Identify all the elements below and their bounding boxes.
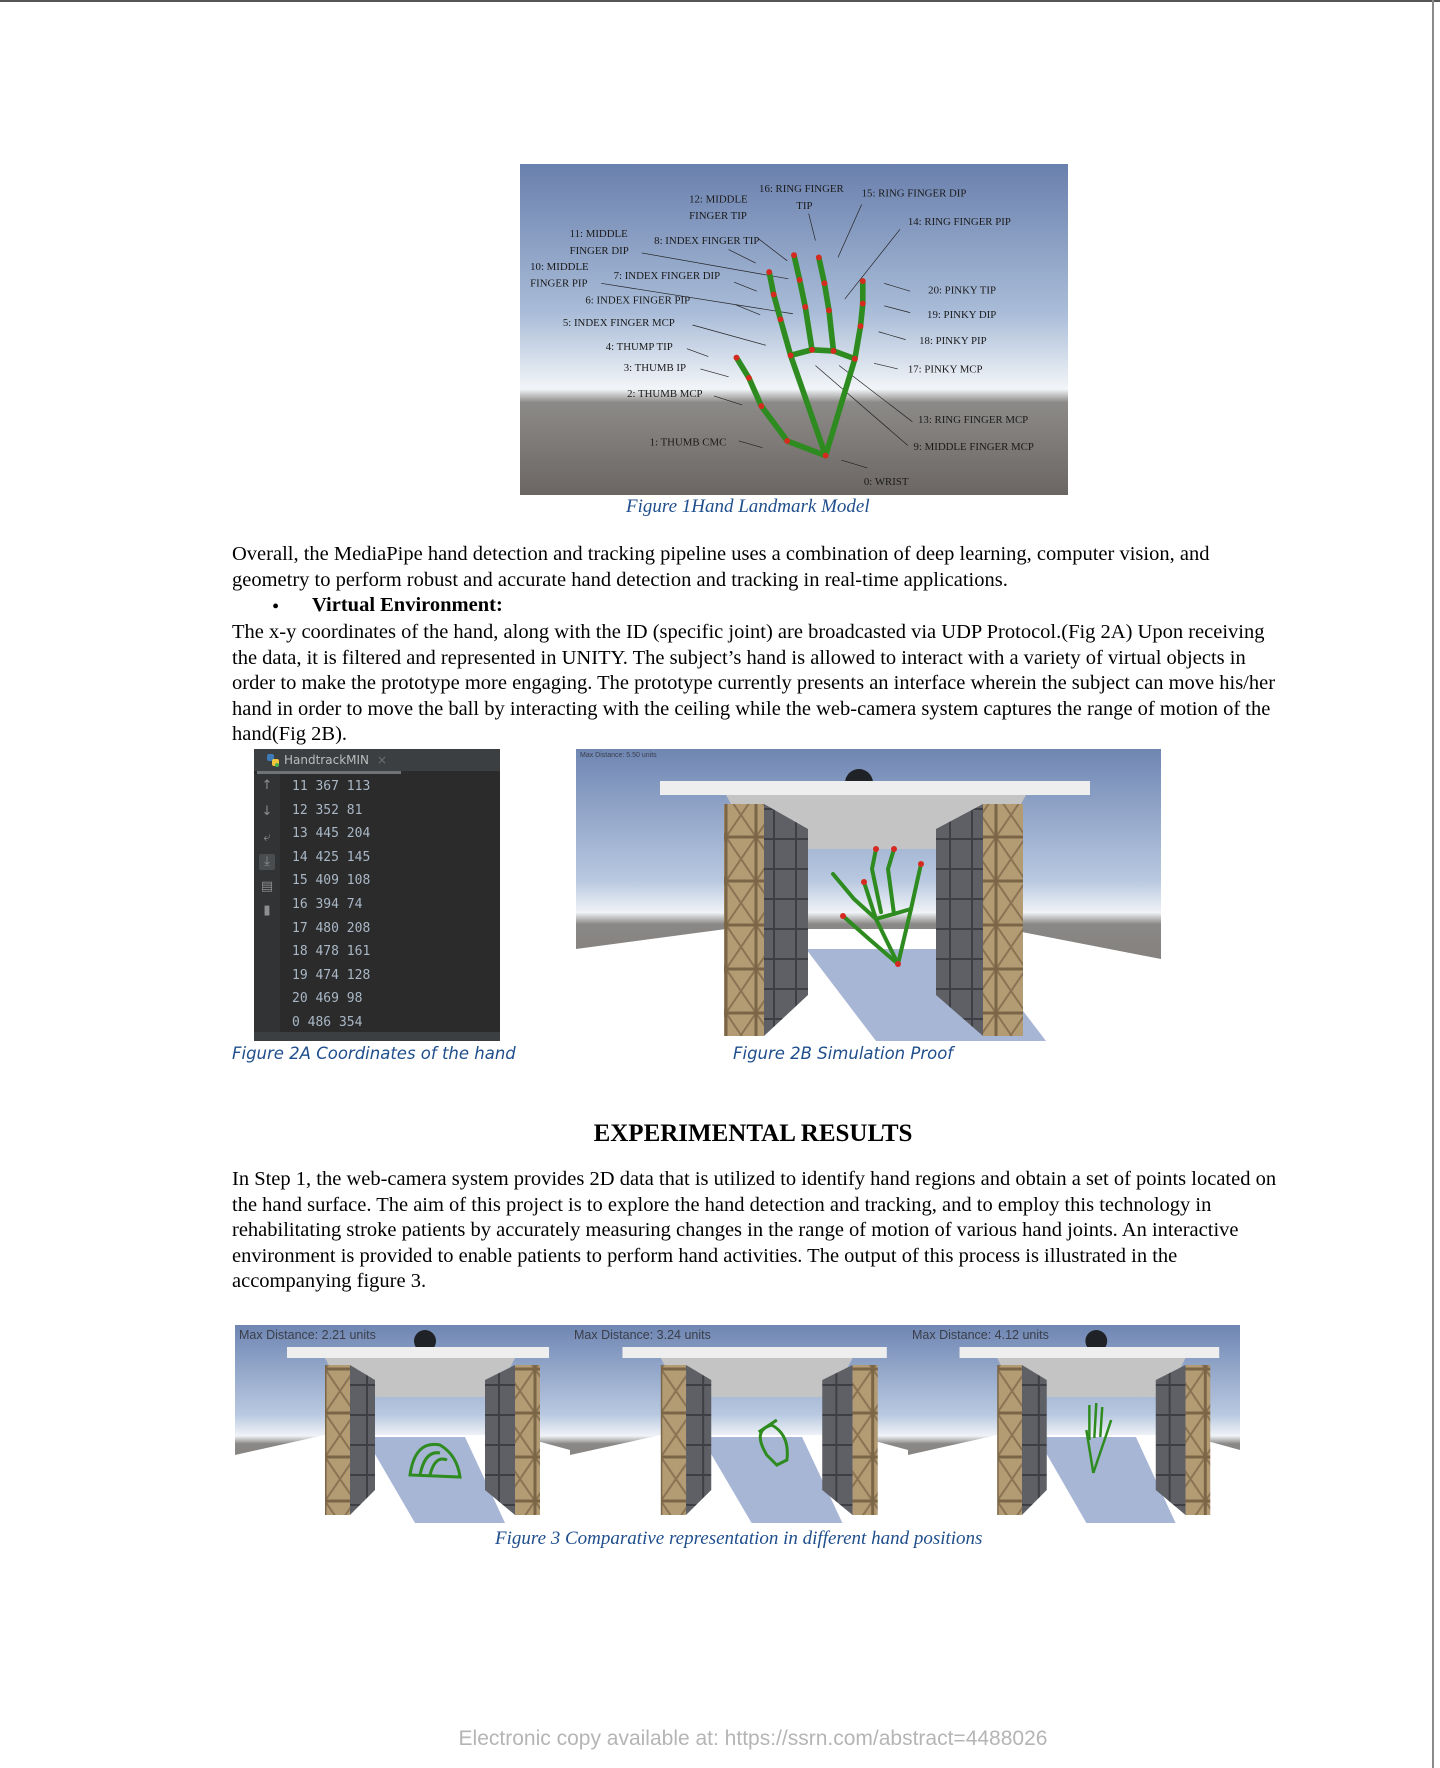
label-8: 8: INDEX FINGER TIP	[654, 234, 760, 247]
console-line: 12 352 81	[292, 802, 363, 818]
max-distance-readout: Max Distance: 2.21 units	[239, 1328, 376, 1342]
close-icon: ×	[377, 753, 388, 767]
label-14: 14: RING FINGER PIP	[907, 215, 1011, 228]
bullet-point: •	[272, 596, 280, 618]
label-7: 7: INDEX FINGER DIP	[613, 269, 721, 282]
label-12a: 12: MIDDLE	[689, 193, 748, 206]
figure-2a-console-screenshot	[254, 749, 500, 1041]
scroll-to-end-icon: ⤓	[259, 854, 275, 870]
console-line: 0 486 354	[292, 1014, 363, 1030]
figure-2a-caption: Figure 2A Coordinates of the hand	[232, 1044, 516, 1063]
paragraph-text: Overall, the MediaPipe hand detection and tracking pipeline uses a combination of deep learning, computer vision, and geometry to perform robust and accurate hand detection and tracking in real-time applications.	[232, 543, 1210, 591]
figure-2b-simulation-image	[576, 749, 1161, 1041]
figure-3-panel-3	[908, 1325, 1240, 1523]
label-13: 13: RING FINGER MCP	[918, 413, 1029, 426]
figure-3-caption: Figure 3 Comparative representation in different hand positions	[495, 1528, 983, 1549]
label-18: 18: PINKY PIP	[919, 335, 987, 348]
paragraph-mediapipe-overview	[232, 542, 1282, 593]
label-9: 9: MIDDLE FINGER MCP	[913, 440, 1034, 453]
label-20: 20: PINKY TIP	[928, 284, 997, 297]
label-10a: 10: MIDDLE	[530, 260, 589, 273]
paragraph-experimental-results	[232, 1167, 1282, 1295]
max-distance-readout: Max Distance: 3.24 units	[574, 1328, 711, 1342]
trash-icon: ▮	[263, 903, 271, 918]
paragraph-text: The x-y coordinates of the hand, along with the ID (specific joint) are broadcasted via UDP Protocol.(Fig 2A) Upon receiving the data, it is filtered and represented in UNITY. The subject’s hand is allowed to interact with a variety of virtual objects in order to make the prototype more engaging. The prototype currently presents an interface wherein the subject can move his/her hand in order to move the ball by interacting with the ceiling while the web-camera system captures the range of motion of the hand(Fig 2B).	[232, 621, 1276, 746]
console-line: 17 480 208	[292, 920, 371, 936]
console-output	[292, 775, 370, 1035]
label-17: 17: PINKY MCP	[907, 363, 983, 376]
label-16a: 16: RING FINGER	[759, 183, 844, 196]
label-11b: FINGER DIP	[569, 245, 629, 258]
section-heading: EXPERIMENTAL RESULTS	[593, 1120, 913, 1147]
console-toolbar	[254, 774, 280, 1041]
figure-1-hand-landmark-image	[520, 164, 1068, 495]
label-19: 19: PINKY DIP	[927, 309, 997, 322]
label-11a: 11: MIDDLE	[569, 228, 628, 241]
print-icon: ▤	[260, 879, 274, 894]
label-15: 15: RING FINGER DIP	[861, 187, 967, 200]
paragraph-virtual-environment	[232, 620, 1282, 748]
unity-scene	[576, 749, 1161, 1041]
console-line: 13 445 204	[292, 826, 371, 842]
viewer-right-border	[1432, 0, 1434, 1768]
arrow-up-icon: ↑	[261, 778, 273, 793]
label-5: 5: INDEX FINGER MCP	[562, 317, 675, 330]
figure-3-panel-2	[570, 1325, 908, 1523]
footer-ssrn-link[interactable]: Electronic copy available at: https://ssrn.com/abstract=4488026	[458, 1727, 1048, 1750]
figure-2b-caption: Figure 2B Simulation Proof	[733, 1044, 954, 1063]
console-line: 16 394 74	[292, 896, 363, 912]
label-12b: FINGER TIP	[689, 210, 747, 223]
paragraph-text: In Step 1, the web-camera system provides 2D data that is utilized to identify hand regions and obtain a set of points located on the hand surface. The aim of this project is to explore the hand detection and tracking, and to employ this technology in rehabilitating stroke patients by accurately measuring changes in the range of motion of various hand joints. An interactive environment is provided to enable patients to perform hand activities. The output of this process is illustrated in the accompanying figure 3.	[232, 1168, 1277, 1293]
console-line: 20 469 98	[292, 991, 363, 1007]
label-3: 3: THUMB IP	[623, 362, 686, 375]
figure-1-caption: Figure 1Hand Landmark Model	[626, 496, 870, 517]
console-bottom-bar	[254, 1032, 500, 1041]
label-2: 2: THUMB MCP	[627, 388, 703, 401]
console-tab	[266, 749, 387, 771]
console-line: 19 474 128	[292, 967, 371, 983]
label-0: 0: WRIST	[863, 475, 909, 488]
label-10b: FINGER PIP	[530, 277, 588, 290]
unity-scene	[235, 1325, 570, 1523]
unity-scene	[908, 1325, 1240, 1523]
python-icon	[266, 753, 280, 767]
arrow-down-icon: ↓	[261, 804, 273, 819]
max-distance-readout: Max Distance: 5.50 units	[580, 752, 657, 759]
console-tab-title: HandtrackMIN	[284, 753, 370, 767]
unity-scene	[570, 1325, 908, 1523]
console-line: 14 425 145	[292, 849, 371, 865]
label-16b: TIP	[796, 200, 813, 213]
label-4: 4: THUMP TIP	[605, 340, 673, 353]
console-line: 18 478 161	[292, 944, 371, 960]
soft-wrap-icon: ⤶	[263, 830, 271, 845]
figure-3-panel-1	[235, 1325, 570, 1523]
max-distance-readout: Max Distance: 4.12 units	[912, 1328, 1049, 1342]
console-line: 11 367 113	[292, 779, 371, 794]
virtual-environment-heading: Virtual Environment:	[312, 594, 503, 616]
label-1: 1: THUMB CMC	[649, 436, 727, 449]
console-line: 15 409 108	[292, 873, 371, 889]
label-6: 6: INDEX FINGER PIP	[585, 294, 691, 307]
viewer-top-border	[0, 0, 1440, 2]
console-tab-bar	[254, 749, 500, 771]
